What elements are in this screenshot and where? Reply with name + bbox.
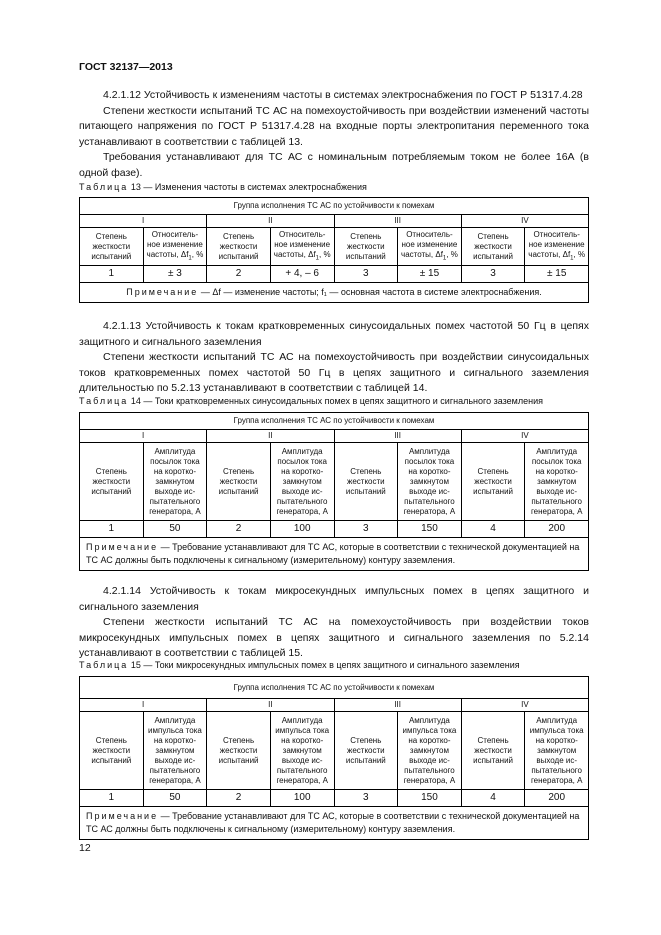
section-4-2-1-14 xyxy=(79,584,589,662)
col-header-degree: Степень жесткости испытаний xyxy=(334,443,398,521)
col-header-degree: Степень жесткости испытаний xyxy=(334,228,398,266)
col-header-amplitude: Амплитуда посылок тока на коротко-замкнутом выходе ис-пытательного генератора, А xyxy=(398,443,462,521)
section-title: 4.2.1.12 Устойчивость к изменениям частоты в системах электроснабжения по ГОСТ Р 51317.4.28 xyxy=(103,89,583,101)
col-header-amplitude: Амплитуда импульса тока на коротко-замкнутом выходе ис-пытательного генератора, А xyxy=(270,712,334,790)
group-label: IV xyxy=(461,699,588,712)
table-cell: 3 xyxy=(461,266,525,283)
group-label: I xyxy=(80,430,207,443)
table-cell: ± 15 xyxy=(398,266,462,283)
table-cell: 4 xyxy=(461,790,525,807)
col-header-freq-change: Относитель-ное изменение частоты, $\Delta f_1$, % xyxy=(143,228,207,266)
col-header-degree: Степень жесткости испытаний xyxy=(461,712,525,790)
table-cell: 50 xyxy=(143,790,207,807)
table-cell: 100 xyxy=(270,790,334,807)
table-cell: 150 xyxy=(398,790,462,807)
table-cell: 50 xyxy=(143,521,207,538)
table-note: Примечание — Требование устанавливают для ТС АС, которые в соответствии с технической документацией на ТС АС должны быть подключены к сигнальному (измерительному) контуру заземления. xyxy=(80,807,589,840)
group-header: Группа исполнения ТС АС по устойчивости к помехам xyxy=(80,413,589,430)
caption-word: Таблица xyxy=(79,660,129,670)
paragraph: Степени жесткости испытаний ТС АС на помехоустойчивость при воздействии изменений частоты питающего напряжения по ГОСТ Р 51317.4.28 на входные порты электропитания переменного тока устанавливают в соответствии с таблицей 13. xyxy=(79,104,589,148)
section-title: 4.2.1.14 Устойчивость к токам микросекундных импульсных помех в цепях защитного и сигнального заземления xyxy=(79,585,589,613)
col-header-freq-change: Относитель-ное изменение частоты, $\Delta f_1$, % xyxy=(398,228,462,266)
table-row xyxy=(80,790,589,807)
table-13-caption xyxy=(79,182,367,192)
table-15-caption xyxy=(79,660,520,670)
table-cell: 3 xyxy=(334,790,398,807)
table-note: Примечание — Требование устанавливают для ТС АС, которые в соответствии с технической документацией на ТС АС должны быть подключены к сигнальному (измерительному) контуру заземления. xyxy=(80,538,589,571)
table-13 xyxy=(79,197,589,303)
table-14-caption xyxy=(79,396,543,406)
section-title: 4.2.1.13 Устойчивость к токам кратковременных синусоидальных помех частотой 50 Гц в цепях защитного и сигнального заземления xyxy=(79,320,589,348)
group-label: II xyxy=(207,215,334,228)
group-header: Группа исполнения ТС АС по устойчивости к помехам xyxy=(80,198,589,215)
col-header-degree: Степень жесткости испытаний xyxy=(461,228,525,266)
paragraph: Степени жесткости испытаний ТС АС на помехоустойчивость при воздействии токов микросекундных импульсных помех в цепях защитного и сигнального заземления по 5.2.14 устанавливают в соответствии с таблицей 15. xyxy=(79,616,589,659)
table-cell: 2 xyxy=(207,521,271,538)
table-cell: 150 xyxy=(398,521,462,538)
group-label: I xyxy=(80,699,207,712)
page-number: 12 xyxy=(79,842,91,854)
col-header-degree: Степень жесткости испытаний xyxy=(207,712,271,790)
table-row xyxy=(80,266,589,283)
group-label: II xyxy=(207,699,334,712)
table-cell: ± 3 xyxy=(143,266,207,283)
col-header-degree: Степень жесткости испытаний xyxy=(80,712,144,790)
group-label: II xyxy=(207,430,334,443)
group-label: III xyxy=(334,215,461,228)
col-header-amplitude: Амплитуда импульса тока на коротко-замкнутом выходе ис-пытательного генератора, А xyxy=(398,712,462,790)
group-label: IV xyxy=(461,215,588,228)
table-14 xyxy=(79,412,589,571)
document-header: ГОСТ 32137—2013 xyxy=(79,61,173,73)
section-4-2-1-12 xyxy=(79,88,589,181)
group-header: Группа исполнения ТС АС по устойчивости к помехам xyxy=(80,677,589,699)
table-row xyxy=(80,521,589,538)
table-note: Примечание — Δf — изменение частоты; f₁ — основная частота в системе электроснабжения. xyxy=(80,283,589,303)
table-cell: 1 xyxy=(80,521,144,538)
caption-text: 14 — Токи кратковременных синусоидальных помех в цепях защитного и сигнального заземления xyxy=(130,396,543,406)
table-cell: ± 15 xyxy=(525,266,589,283)
col-header-amplitude: Амплитуда импульса тока на коротко-замкнутом выходе ис-пытательного генератора, А xyxy=(143,712,207,790)
col-header-degree: Степень жесткости испытаний xyxy=(80,443,144,521)
paragraph: Степени жесткости испытаний ТС АС на помехоустойчивость при воздействии синусоидальных токов кратковременных помех частотой 50 Гц в цепях защитного и сигнального заземления длительностью по 5.2.13 устанавливают в соответствии с таблицей 14. xyxy=(79,351,589,394)
col-header-freq-change: Относитель-ное изменение частоты, $\Delta f_1$, % xyxy=(270,228,334,266)
caption-text: 15 — Токи микросекундных импульсных помех в цепях защитного и сигнального заземления xyxy=(130,660,520,670)
caption-text: 13 — Изменения частоты в системах электроснабжения xyxy=(130,182,367,192)
col-header-freq-change: Относитель-ное изменение частоты, $\Delta f_1$, % xyxy=(525,228,589,266)
table-cell: 4 xyxy=(461,521,525,538)
table-cell: 3 xyxy=(334,521,398,538)
table-cell: 2 xyxy=(207,790,271,807)
group-label: III xyxy=(334,699,461,712)
paragraph: Требования устанавливают для ТС АС с номинальным потребляемым током не более 16А (в одной фазе). xyxy=(79,151,589,179)
col-header-amplitude: Амплитуда импульса тока на коротко-замкнутом выходе ис-пытательного генератора, А xyxy=(525,712,589,790)
col-header-degree: Степень жесткости испытаний xyxy=(207,443,271,521)
table-cell: 100 xyxy=(270,521,334,538)
col-header-amplitude: Амплитуда посылок тока на коротко-замкнутом выходе ис-пытательного генератора, А xyxy=(143,443,207,521)
table-15 xyxy=(79,676,589,840)
col-header-degree: Степень жесткости испытаний xyxy=(207,228,271,266)
section-4-2-1-13 xyxy=(79,319,589,397)
table-cell: 2 xyxy=(207,266,271,283)
col-header-degree: Степень жесткости испытаний xyxy=(80,228,144,266)
col-header-amplitude: Амплитуда посылок тока на коротко-замкнутом выходе ис-пытательного генератора, А xyxy=(525,443,589,521)
caption-word: Таблица xyxy=(79,396,129,406)
group-label: I xyxy=(80,215,207,228)
table-cell: 3 xyxy=(334,266,398,283)
group-label: IV xyxy=(461,430,588,443)
table-cell: 200 xyxy=(525,790,589,807)
table-cell: 200 xyxy=(525,521,589,538)
table-cell: 1 xyxy=(80,790,144,807)
table-cell: 1 xyxy=(80,266,144,283)
col-header-degree: Степень жесткости испытаний xyxy=(334,712,398,790)
table-cell: + 4, – 6 xyxy=(270,266,334,283)
group-label: III xyxy=(334,430,461,443)
col-header-amplitude: Амплитуда посылок тока на коротко-замкнутом выходе ис-пытательного генератора, А xyxy=(270,443,334,521)
col-header-degree: Степень жесткости испытаний xyxy=(461,443,525,521)
caption-word: Таблица xyxy=(79,182,129,192)
